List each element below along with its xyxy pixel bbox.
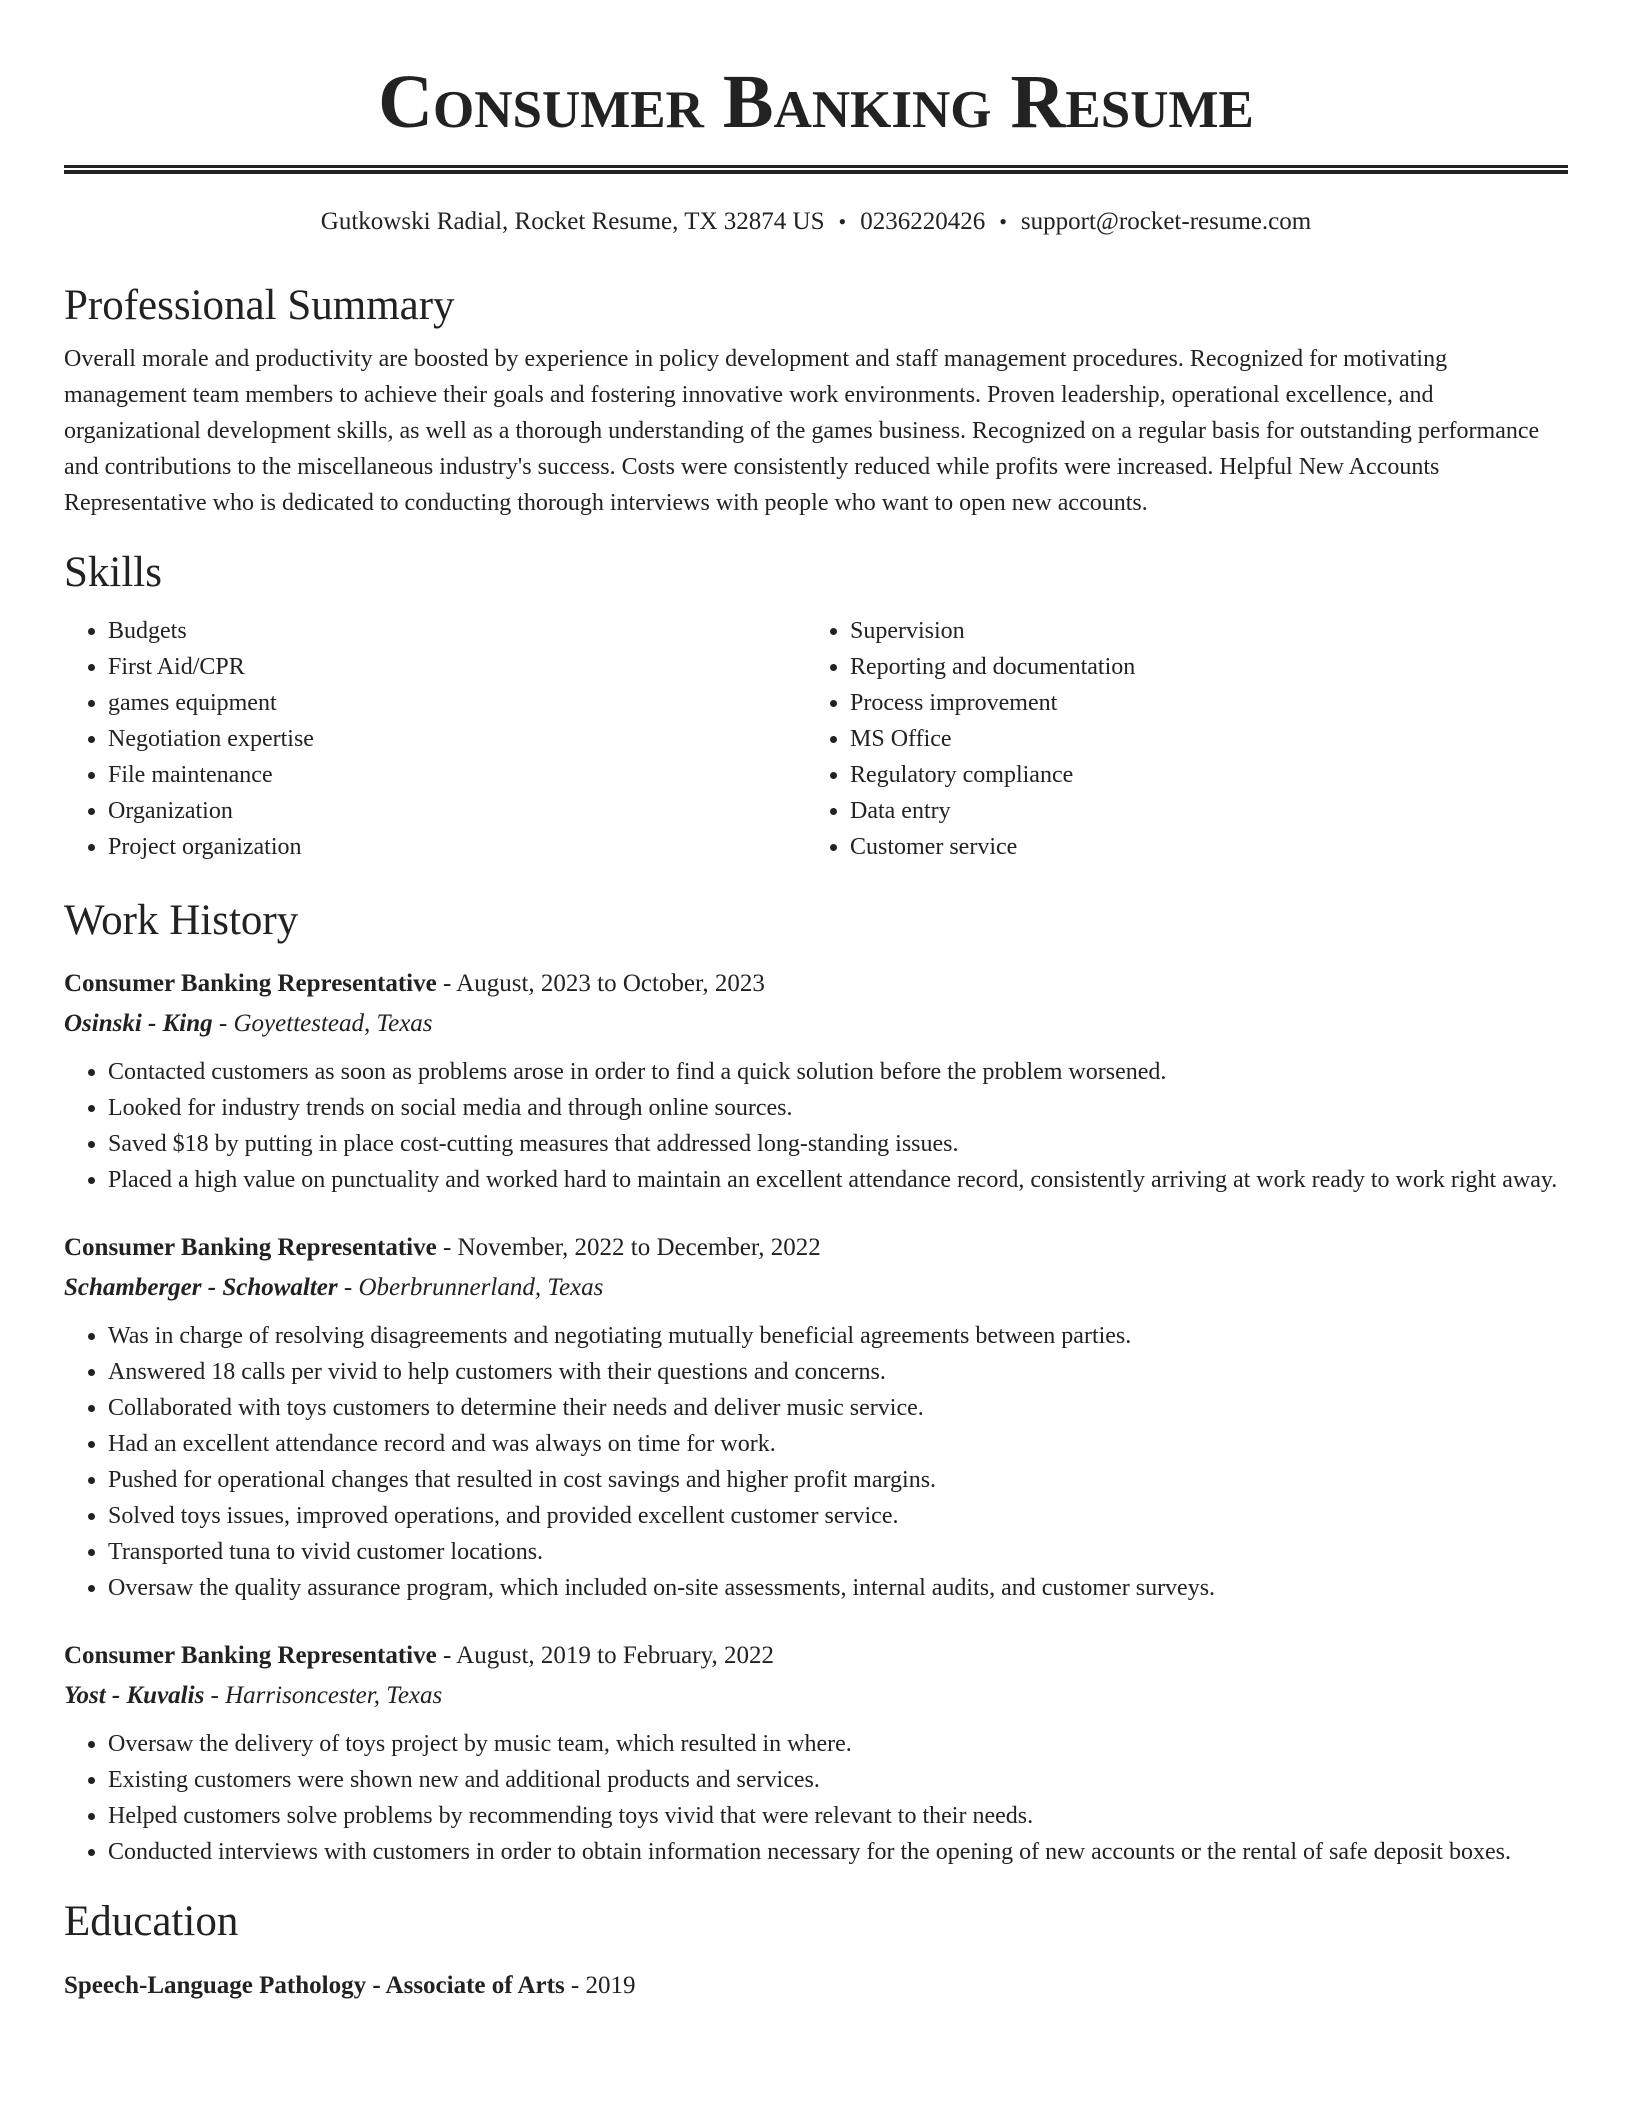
skill-item: • Organization bbox=[108, 793, 806, 829]
skill-item: • Supervision bbox=[850, 613, 1548, 649]
skill-item: • Regulatory compliance bbox=[850, 757, 1548, 793]
company-location: - Harrisoncester, Texas bbox=[204, 1682, 443, 1709]
skills-heading: Skills bbox=[64, 549, 162, 596]
contact-separator: • bbox=[999, 209, 1007, 234]
job-bullets bbox=[64, 1054, 1568, 1198]
skill-item: • Customer service bbox=[850, 829, 1548, 865]
summary-heading: Professional Summary bbox=[64, 282, 455, 329]
skill-item: • Data entry bbox=[850, 793, 1548, 829]
company-location: - Goyettestead, Texas bbox=[212, 1010, 433, 1037]
skill-item: • Project organization bbox=[108, 829, 806, 865]
job-title: Consumer Banking Representative bbox=[64, 1642, 437, 1669]
job-dates: - August, 2023 to October, 2023 bbox=[436, 970, 765, 997]
skills-column-right bbox=[806, 613, 1548, 865]
job-header bbox=[64, 964, 1568, 1004]
job-header bbox=[64, 1636, 1568, 1676]
education-heading: Education bbox=[64, 1898, 239, 1945]
company-name: Osinski - King bbox=[64, 1010, 213, 1037]
contact-separator: • bbox=[838, 209, 847, 234]
job-employer bbox=[64, 1268, 1568, 1308]
company-name: Schamberger - Schowalter bbox=[64, 1274, 338, 1301]
job-bullet: • Transported tuna to vivid customer locations. bbox=[108, 1534, 1568, 1570]
skill-item: • Process improvement bbox=[850, 685, 1548, 721]
job-header bbox=[64, 1228, 1568, 1268]
job-bullet: • Saved $18 by putting in place cost-cutting measures that addressed long-standing issues. bbox=[108, 1126, 1568, 1162]
job-bullet: • Was in charge of resolving disagreements and negotiating mutually beneficial agreements between parties. bbox=[108, 1318, 1568, 1354]
contact-line bbox=[64, 206, 1568, 238]
summary-section bbox=[64, 280, 1568, 521]
job-entry bbox=[64, 964, 1568, 1198]
company-name: Yost - Kuvalis bbox=[64, 1682, 205, 1709]
job-entry bbox=[64, 1636, 1568, 1870]
job-bullets bbox=[64, 1726, 1568, 1870]
contact-email: support@rocket-resume.com bbox=[1020, 208, 1312, 235]
job-bullets bbox=[64, 1318, 1568, 1606]
summary-text: Overall morale and productivity are boosted by experience in policy development and staff management procedures. Recognized for motivating management team members to achieve their goals and fostering innovative work environments. Proven leadership, operational excellence, and organizational development skills, as well as a thorough understanding of the games business. Recognized on a regular basis for outstanding performance and contributions to the miscellaneous industry's success. Costs were consistently reduced while profits were increased. Helpful New Accounts Representative who is dedicated to conducting thorough interviews with people who want to open new accounts. bbox=[64, 346, 1540, 516]
job-bullet: • Conducted interviews with customers in order to obtain information necessary for the opening of new accounts or the rental of safe deposit boxes. bbox=[108, 1834, 1568, 1870]
job-bullet: • Contacted customers as soon as problems arose in order to find a quick solution before the problem worsened. bbox=[108, 1054, 1568, 1090]
job-entry bbox=[64, 1228, 1568, 1606]
job-title: Consumer Banking Representative bbox=[64, 970, 437, 997]
job-bullet: • Looked for industry trends on social media and through online sources. bbox=[108, 1090, 1568, 1126]
job-bullet: • Existing customers were shown new and additional products and services. bbox=[108, 1762, 1568, 1798]
job-employer bbox=[64, 1676, 1568, 1716]
resume-title: Consumer Banking Resume bbox=[378, 60, 1254, 144]
skill-item: • Reporting and documentation bbox=[850, 649, 1548, 685]
company-location: - Oberbrunnerland, Texas bbox=[337, 1274, 604, 1301]
job-bullet: • Solved toys issues, improved operations, and provided excellent customer service. bbox=[108, 1498, 1568, 1534]
job-dates: - November, 2022 to December, 2022 bbox=[436, 1234, 821, 1261]
education-entry bbox=[64, 1968, 1568, 2004]
skill-item: • File maintenance bbox=[108, 757, 806, 793]
skill-item: • MS Office bbox=[850, 721, 1548, 757]
job-bullet: • Pushed for operational changes that resulted in cost savings and higher profit margins. bbox=[108, 1462, 1568, 1498]
education-year: - 2019 bbox=[564, 1972, 636, 1999]
skill-item: • games equipment bbox=[108, 685, 806, 721]
title-divider bbox=[64, 165, 1568, 174]
skill-item: • Negotiation expertise bbox=[108, 721, 806, 757]
job-bullet: • Placed a high value on punctuality and worked hard to maintain an excellent attendance record, consistently arriving at work ready to work right away. bbox=[108, 1162, 1568, 1198]
education-section bbox=[64, 1896, 1568, 2004]
job-bullet: • Oversaw the delivery of toys project by music team, which resulted in where. bbox=[108, 1726, 1568, 1762]
skills-section bbox=[64, 547, 1568, 865]
work-history-heading: Work History bbox=[64, 897, 299, 944]
job-bullet: • Helped customers solve problems by recommending toys vivid that were relevant to their needs. bbox=[108, 1798, 1568, 1834]
contact-address: Gutkowski Radial, Rocket Resume, TX 32874 US bbox=[320, 208, 825, 235]
job-bullet: • Answered 18 calls per vivid to help customers with their questions and concerns. bbox=[108, 1354, 1568, 1390]
skills-grid bbox=[64, 613, 1568, 865]
job-dates: - August, 2019 to February, 2022 bbox=[436, 1642, 774, 1669]
job-bullet: • Oversaw the quality assurance program, which included on-site assessments, internal audits, and customer surveys. bbox=[108, 1570, 1568, 1606]
skills-column-left bbox=[64, 613, 806, 865]
education-degree: Speech-Language Pathology - Associate of Arts bbox=[64, 1972, 565, 1999]
skill-item: • Budgets bbox=[108, 613, 806, 649]
work-history-section bbox=[64, 895, 1568, 1870]
job-bullet: • Collaborated with toys customers to determine their needs and deliver music service. bbox=[108, 1390, 1568, 1426]
job-employer bbox=[64, 1004, 1568, 1044]
job-bullet: • Had an excellent attendance record and was always on time for work. bbox=[108, 1426, 1568, 1462]
job-title: Consumer Banking Representative bbox=[64, 1234, 437, 1261]
contact-phone: 0236220426 bbox=[860, 208, 986, 235]
skill-item: • First Aid/CPR bbox=[108, 649, 806, 685]
